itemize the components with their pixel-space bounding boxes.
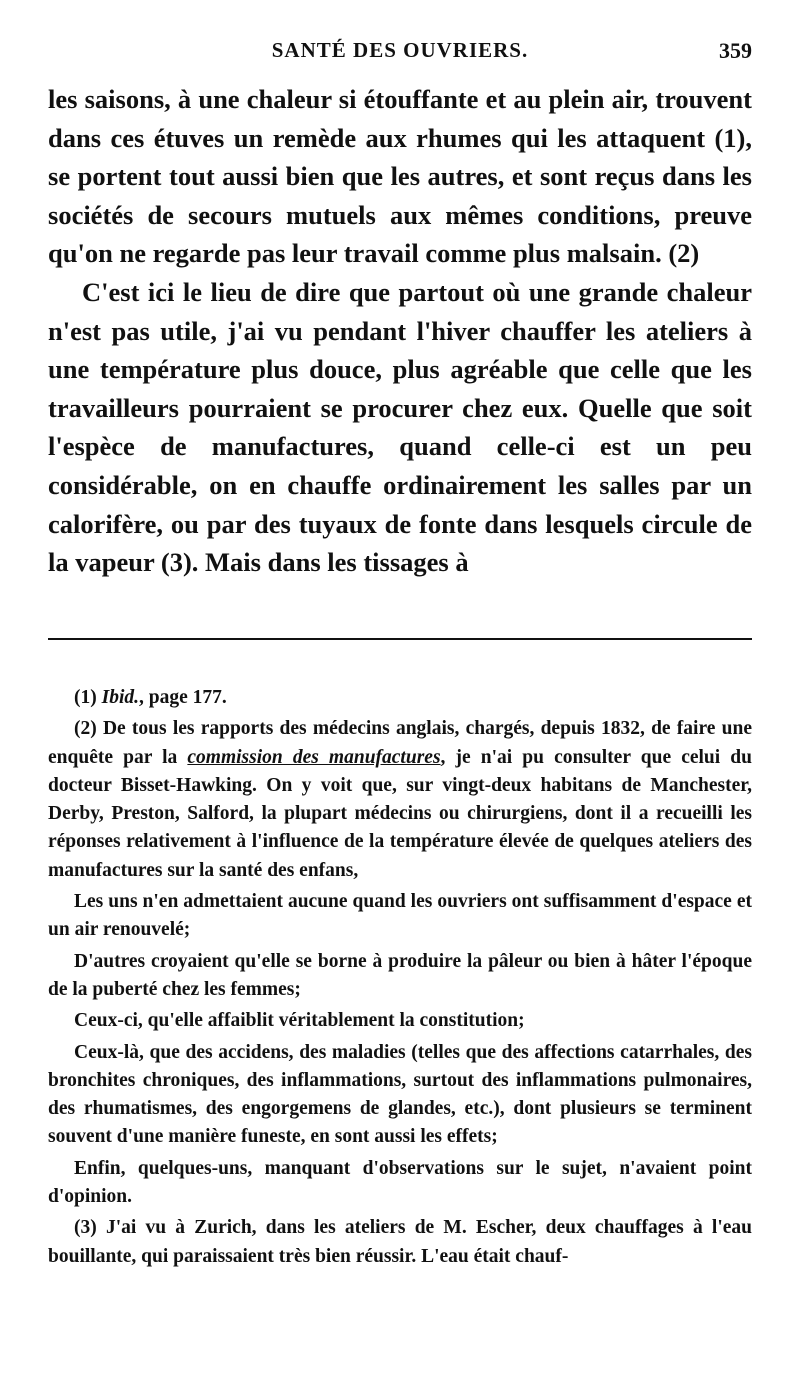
- page-header: [48, 38, 752, 78]
- footnote-2-item-enfin: Enfin, quelques-uns, manquant d'observations sur le sujet, n'avaient point d'opinion.: [48, 1157, 752, 1208]
- footnotes: [48, 684, 752, 1274]
- footnote-1-page: , page 177.: [139, 687, 227, 708]
- paragraph-heating: C'est ici le lieu de dire que partout où une grande chaleur n'est pas utile, j'ai vu pendant l'hiver chauffer les ateliers à une température plus douce, plus agréable que celle que les travailleurs pourraient se procurer chez eux. Quelle que soit l'espèce de manufactures, quand celle-ci est un peu considérable, on en chauffe ordinairement les salles par un calorifère, ou par des tuyaux de fonte dans lesquels circule de la vapeur (3). Mais dans les tissages à: [48, 276, 752, 578]
- paragraph-continuation: les saisons, à une chaleur si étouffante et au plein air, trouvent dans ces étuves un remède aux rhumes qui les attaquent (1), se portent tout aussi bien que les autres, et sont reçus dans les sociétés de secours mutuels aux mêmes conditions, preuve qu'on ne regarde pas leur travail comme plus malsain. (2): [48, 84, 752, 269]
- footnote-2-text-b: , je n'ai pu consulter que celui du docteur Bisset-Hawking. On y voit que, sur vingt-deux habitans de Manchester, Derby, Preston, Salford, la plupart médecins ou chirurgiens, dont il a recueilli les réponses relativement à l'influence de la température élevée de quelques ateliers des manufactures sur la santé des enfans,: [48, 746, 752, 881]
- footnote-2-commission: commission des manufactures: [187, 746, 441, 768]
- footnote-2-item-uns: Les uns n'en admettaient aucune quand les ouvriers ont suffisamment d'espace et un air renouvelé;: [48, 891, 752, 941]
- footnote-1-ibid: Ibid.: [101, 687, 140, 708]
- main-text: [48, 80, 752, 582]
- running-title: SANTÉ DES OUVRIERS.: [271, 38, 529, 62]
- footnote-2: [48, 715, 752, 885]
- footnote-3: (3) J'ai vu à Zurich, dans les ateliers de M. Escher, deux chauffages à l'eau bouillante, qui paraissaient très bien réussir. L'eau était chauf-: [48, 1217, 752, 1267]
- footnote-1-mark: (1): [74, 687, 97, 708]
- footnote-separator-rule: [48, 638, 752, 640]
- footnote-2-item-ceux-la: Ceux-là, que des accidens, des maladies (telles que des affections catarrhales, des bronchites chroniques, des inflammations, surtout des inflammations pulmonaires, des rhumatismes, des engorgemens de glandes, etc.), dont plusieurs se terminent souvent d'une manière funeste, en sont aussi les effets;: [48, 1041, 752, 1148]
- page-number: 359: [719, 38, 752, 63]
- footnote-2-item-autres: D'autres croyaient qu'elle se borne à produire la pâleur ou bien à hâter l'époque de la puberté chez les femmes;: [48, 950, 752, 1000]
- footnote-2-text-a: (2) De tous les rapports des médecins anglais, chargés, depuis 1832, de faire une enquête par la: [48, 718, 752, 768]
- footnote-2-item-ceux-ci: Ceux-ci, qu'elle affaiblit véritablement la constitution;: [74, 1010, 525, 1032]
- footnote-1: [48, 684, 752, 712]
